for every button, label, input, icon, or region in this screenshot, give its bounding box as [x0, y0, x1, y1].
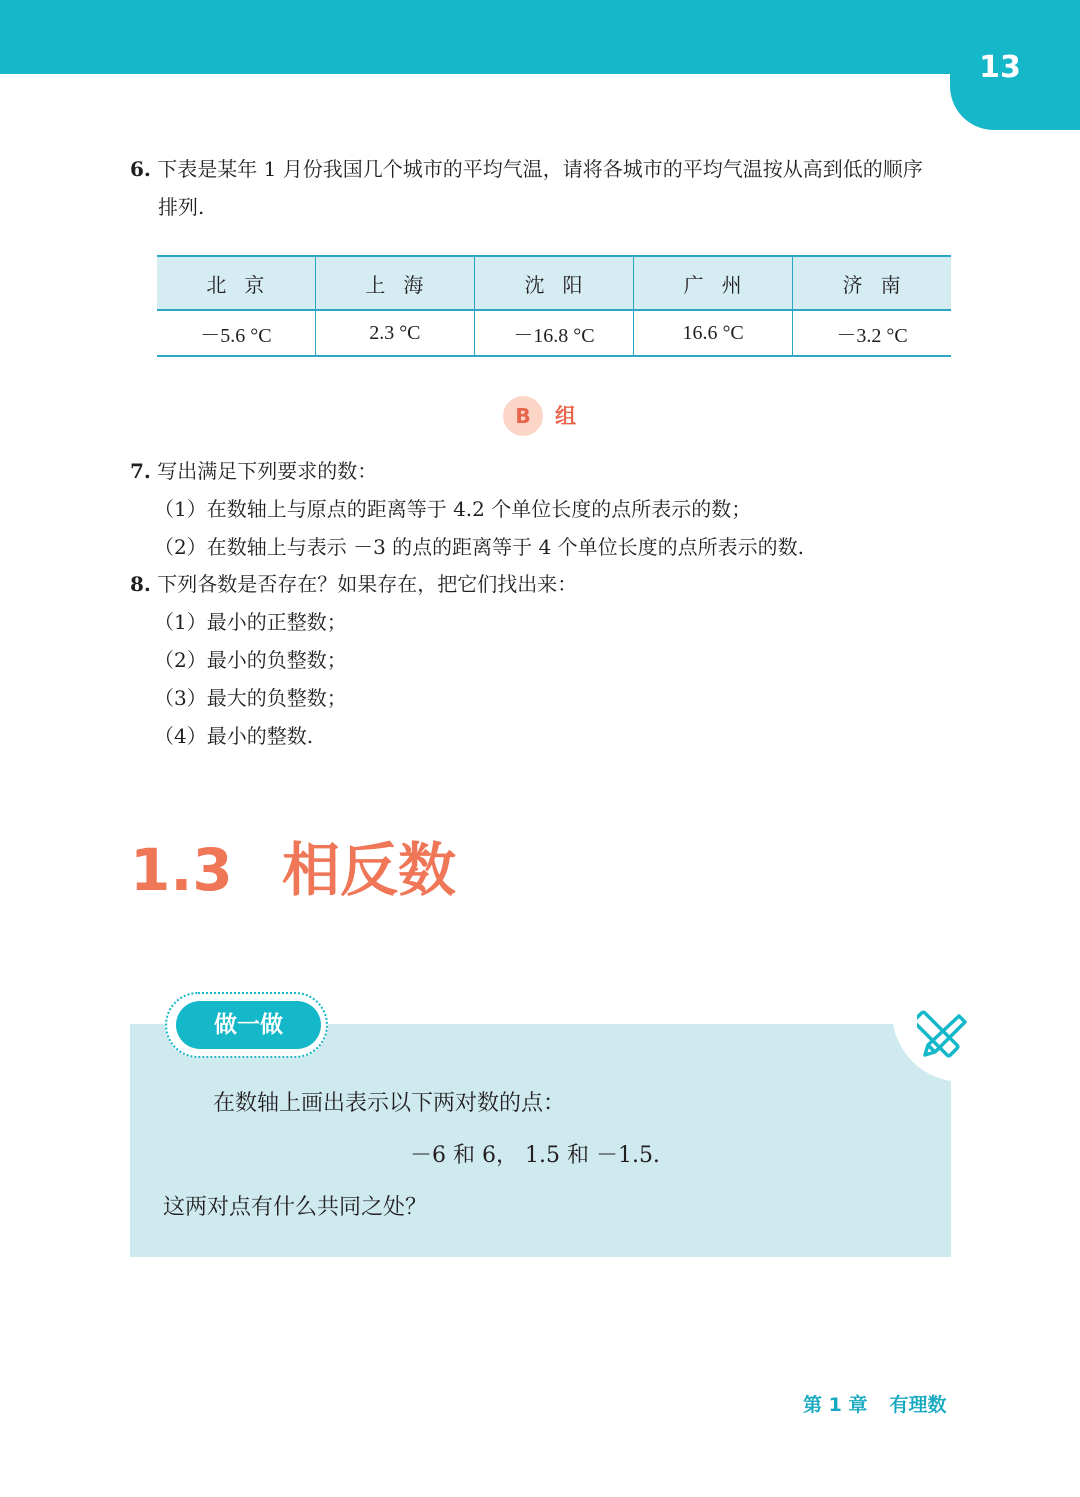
question-7-prompt-line — [130, 452, 960, 490]
question-8-item: （4）最小的整数. — [154, 724, 314, 748]
question-8-item: （1）最小的正整数； — [154, 610, 347, 634]
temperature-cell: 2.3 °C — [315, 310, 474, 356]
activity-line-2: －6 和 6， 1.5 和 －1.5. — [410, 1143, 660, 1168]
question-8-item: （3）最大的负整数； — [154, 686, 347, 710]
city-header: 沈阳 — [474, 256, 633, 310]
activity-label: 做一做 — [176, 1001, 321, 1049]
header-band — [0, 0, 1080, 74]
activity-line-3: 这两对点有什么共同之处？ — [163, 1195, 428, 1220]
group-b-badge: B — [503, 396, 543, 436]
question-8 — [130, 565, 960, 755]
temperature-cell: －16.8 °C — [474, 310, 633, 356]
question-8-prompt: 下列各数是否存在？如果存在，把它们找出来： — [157, 572, 578, 596]
footer-chapter-title: 有理数 — [889, 1394, 947, 1416]
temperature-cell: 16.6 °C — [634, 310, 793, 356]
city-header: 上海 — [315, 256, 474, 310]
question-6 — [130, 150, 960, 226]
city-header: 济南 — [793, 256, 951, 310]
question-8-prompt-line — [130, 565, 960, 603]
question-6-text: 下表是某年 1 月份我国几个城市的平均气温，请将各城市的平均气温按从高到低的顺序 — [157, 157, 923, 181]
activity-line-1: 在数轴上画出表示以下两对数的点： — [213, 1091, 566, 1116]
question-7-item: （2）在数轴上与表示 －3 的点的距离等于 4 个单位长度的点所表示的数. — [154, 535, 804, 559]
footer-chapter — [803, 1390, 946, 1420]
question-7 — [130, 452, 960, 566]
pencil-ruler-icon — [917, 1008, 971, 1062]
question-7-number: 7. — [130, 459, 151, 483]
city-header: 广州 — [634, 256, 793, 310]
footer-chapter-number: 第 1 章 — [803, 1394, 868, 1416]
question-6-line-1 — [130, 150, 960, 188]
group-b-label: 组 — [555, 404, 576, 428]
table-header-row — [157, 256, 951, 310]
question-6-number: 6. — [130, 157, 151, 181]
city-header: 北京 — [157, 256, 315, 310]
temperature-cell: －3.2 °C — [793, 310, 951, 356]
question-6-line-2: 排列. — [158, 195, 205, 219]
question-8-item: （2）最小的负整数； — [154, 648, 347, 672]
question-8-number: 8. — [130, 572, 151, 596]
question-7-item: （1）在数轴上与原点的距离等于 4.2 个单位长度的点所表示的数； — [154, 497, 752, 521]
section-heading — [130, 835, 456, 905]
section-number: 1.3 — [130, 836, 233, 904]
section-title: 相反数 — [282, 836, 457, 904]
temperature-table — [157, 255, 951, 357]
table-row — [157, 310, 951, 356]
question-7-prompt: 写出满足下列要求的数： — [157, 459, 378, 483]
temperature-cell: －5.6 °C — [157, 310, 315, 356]
page-number: 13 — [979, 50, 1021, 85]
